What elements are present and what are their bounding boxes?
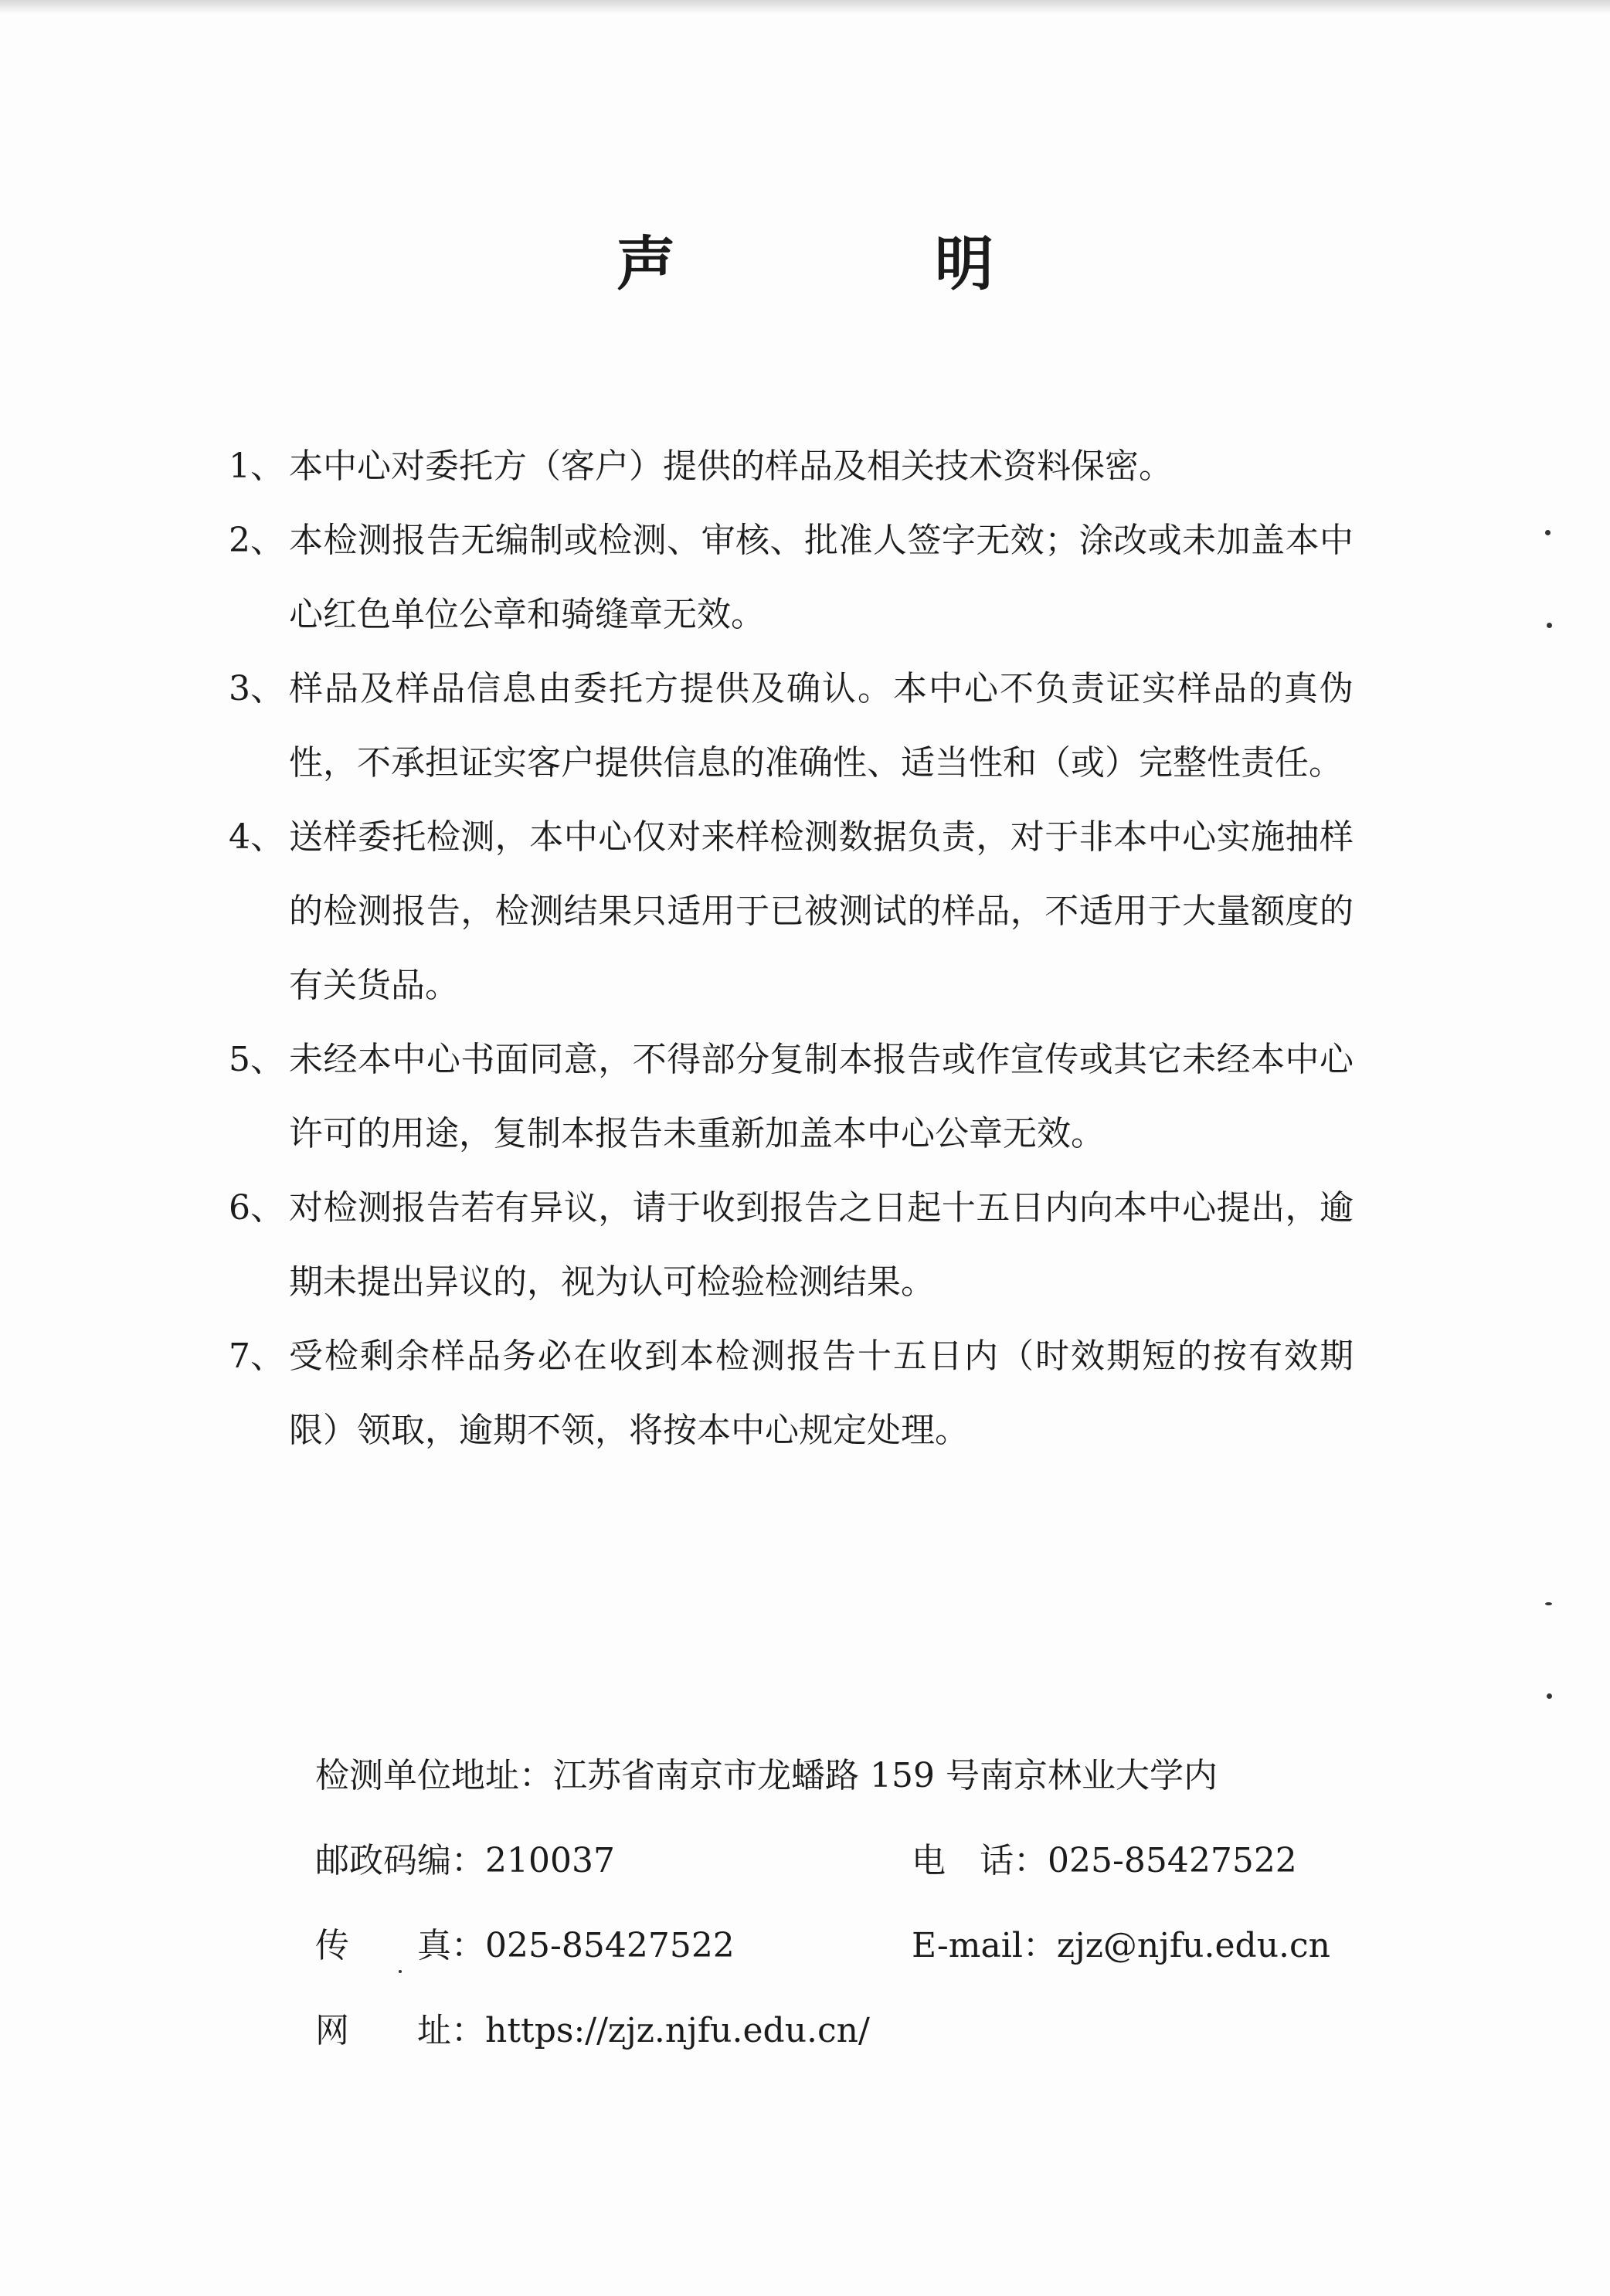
scan-speck [399,1970,402,1973]
phone-label: 电 话： [912,1841,1048,1880]
scan-speck [1545,530,1551,535]
item-text: 送样委托检测，本中心仅对来样检测数据负责，对于非本中心实施抽样的检测报告，检测结果只适用于已被测试的样品，不适用于大量额度的有关货品。 [289,817,1354,1005]
declaration-item [229,1320,1354,1468]
item-number: 6、 [229,1188,284,1228]
fax-label: 传 真： [315,1926,485,1965]
item-number: 2、 [229,521,284,560]
declaration-item [229,652,1354,800]
item-number: 1、 [229,447,284,486]
email-field [912,1904,1330,1989]
declaration-item [229,1023,1354,1171]
item-text: 对检测报告若有异议，请于收到报告之日起十五日内向本中心提出，逾期未提出异议的，视为认可检验检测结果。 [289,1188,1354,1302]
postcode-phone-row [315,1819,1350,1904]
phone-field [912,1819,1297,1904]
address-row [315,1734,1350,1819]
declaration-item [229,1171,1354,1320]
contact-info [315,1734,1350,2074]
website-label: 网 址： [315,2011,485,2050]
item-number: 5、 [229,1040,284,1079]
scan-speck [1545,1602,1552,1605]
item-text: 样品及样品信息由委托方提供及确认。本中心不负责证实样品的真伪性，不承担证实客户提供信息的准确性、适当性和（或）完整性责任。 [289,669,1354,783]
declaration-item [229,504,1354,652]
postcode-value: 210037 [485,1841,615,1880]
scan-edge-shadow [0,0,1610,14]
website-value: https://zjz.njfu.edu.cn/ [485,2011,870,2050]
email-value: zjz@njfu.edu.cn [1056,1926,1331,1965]
fax-value: 025-85427522 [485,1926,735,1965]
declaration-list [229,430,1354,1468]
postcode-label: 邮政码编： [315,1841,485,1880]
scan-speck [1547,623,1552,628]
item-number: 3、 [229,669,284,708]
item-number: 7、 [229,1337,284,1376]
scan-speck [1547,1693,1552,1699]
address-label: 检测单位地址： [315,1756,553,1795]
email-label: E-mail： [912,1926,1057,1965]
phone-value: 025-85427522 [1048,1841,1297,1880]
address-value: 江苏省南京市龙蟠路 159 号南京林业大学内 [553,1756,1218,1795]
item-text: 未经本中心书面同意，不得部分复制本报告或作宣传或其它未经本中心许可的用途，复制本报告未重新加盖本中心公章无效。 [289,1040,1354,1153]
fax-email-row [315,1904,1350,1989]
website-row [315,1989,1350,2074]
item-text: 本中心对委托方（客户）提供的样品及相关技术资料保密。 [289,447,1173,486]
item-text: 受检剩余样品务必在收到本检测报告十五日内（时效期短的按有效期限）领取，逾期不领，将按本中心规定处理。 [289,1337,1354,1450]
item-text: 本检测报告无编制或检测、审核、批准人签字无效；涂改或未加盖本中心红色单位公章和骑缝章无效。 [289,521,1354,634]
declaration-item [229,430,1354,504]
page-title: 声 明 [616,229,1094,298]
item-number: 4、 [229,817,284,857]
declaration-item [229,800,1354,1023]
